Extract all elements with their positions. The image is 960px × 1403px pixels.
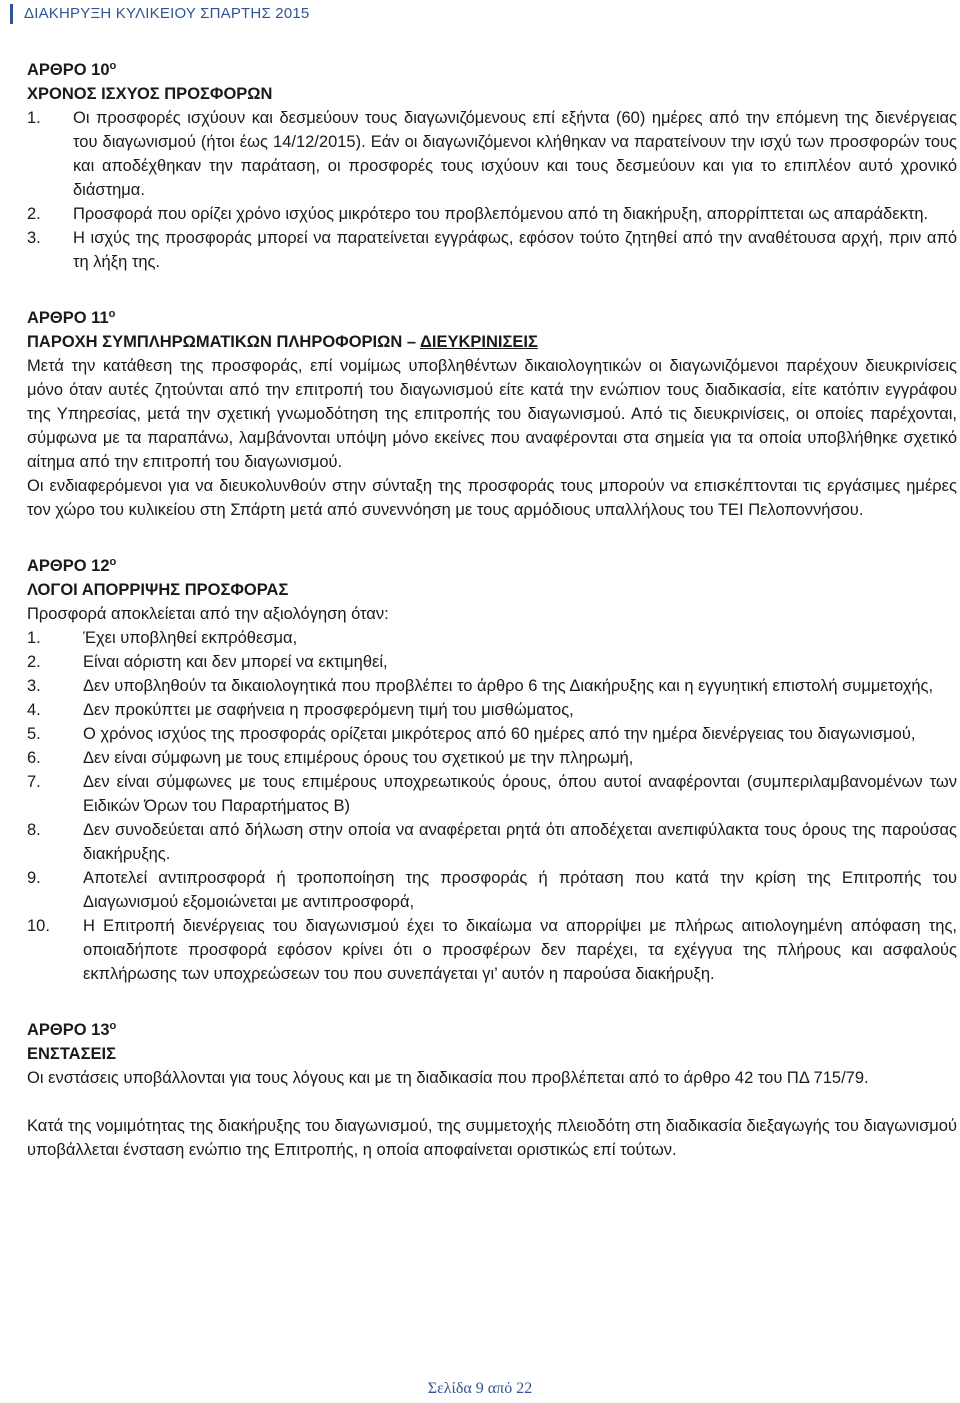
list-item: 4. Δεν προκύπτει με σαφήνεια η προσφερόμενη τιμή του μισθώματος, [27, 701, 574, 719]
list-item: 8. Δεν συνοδεύεται από δήλωση στην οποία να αναφέρεται ρητά ότι αποδέχεται ανεπιφύλακτα τους όρους της παρούσας διακήρυξης. [27, 821, 957, 863]
header-accent-bar [10, 4, 13, 24]
list-item: 9. Αποτελεί αντιπροσφορά ή τροποποίηση της προσφοράς ή πρόταση που κατά την κρίση της Επιτροπής του Διαγωνισμού εξομοιώνεται με αντιπροσφορά, [27, 869, 957, 911]
list-item: 7. Δεν είναι σύμφωνες με τους επιμέρους υποχρεωτικούς όρους, όπου αυτοί αναφέρονται (συμπεριλαμβανομένων των Ειδικών Όρων του Παραρτήματος Β) [27, 773, 957, 815]
page-header [0, 0, 960, 30]
page-number: Σελίδα 9 από 22 [427, 1380, 533, 1397]
list-item: 5. Ο χρόνος ισχύος της προσφοράς ορίζεται μικρότερος από 60 ημέρες από την ημέρα διενέργειας του διαγωνισμού, [27, 725, 916, 743]
article-subtitle: ΕΝΣΤΑΣΕΙΣ [27, 1045, 116, 1063]
header-title: ΔΙΑΚΗΡΥΞΗ ΚΥΛΙΚΕΙΟΥ ΣΠΑΡΤΗΣ 2015 [24, 5, 310, 22]
article-subtitle: ΧΡΟΝΟΣ ΙΣΧΥΟΣ ΠΡΟΣΦΟΡΩΝ [27, 85, 273, 103]
list-item: 3. Η ισχύς της προσφοράς μπορεί να παρατείνεται εγγράφως, εφόσον τούτο ζητηθεί από την αναθέτουσα αρχή, πριν από τη λήξη της. [27, 229, 957, 271]
paragraph: Οι ενδιαφερόμενοι για να διευκολυνθούν στην σύνταξη της προσφοράς τους μπορούν να επισκέπτονται τις εργάσιμες ημέρες τον χώρο του κυλικείου στη Σπάρτη μετά από συνεννόηση με τους αρμόδιους υπαλλήλους του ΤΕΙ Πελοποννήσου. [27, 477, 957, 519]
article-subtitle: ΠΑΡΟΧΗ ΣΥΜΠΛΗΡΩΜΑΤΙΚΩΝ ΠΛΗΡΟΦΟΡΙΩΝ – ΔΙΕΥΚΡΙΝΙΣΕΙΣ [27, 333, 538, 351]
list-intro: Προσφορά αποκλείεται από την αξιολόγηση όταν: [27, 605, 389, 623]
article-title: ΑΡΘΡΟ $12^o$ [27, 556, 117, 575]
article-title: ΑΡΘΡΟ $10^o$ [27, 60, 117, 79]
list-item: 6. Δεν είναι σύμφωνη με τους επιμέρους όρους του σχετικού με την πληρωμή, [27, 749, 634, 767]
paragraph: Οι ενστάσεις υποβάλλονται για τους λόγους και με τη διαδικασία που προβλέπεται από το άρθρο 42 του ΠΔ 715/79. [27, 1069, 869, 1087]
article-11 [27, 302, 957, 522]
article-subtitle: ΛΟΓΟΙ ΑΠΟΡΡΙΨΗΣ ΠΡΟΣΦΟΡΑΣ [27, 581, 289, 599]
article-12 [27, 550, 957, 986]
document-body [27, 54, 957, 1162]
list-item: 2. Προσφορά που ορίζει χρόνο ισχύος μικρότερο του προβλεπόμενου από τη διακήρυξη, απορρίπτεται ως απαράδεκτη. [27, 205, 929, 223]
list-item: 10. Η Επιτροπή διενέργειας του διαγωνισμού έχει το δικαίωμα να απορρίψει με πλήρως αιτιολογημένη απόφαση της, οποιαδήποτε προσφορά εφόσον κρίνει ότι ο προσφέρων δεν παρέχει, τα εχέγγυα της πλήρους και ασφαλούς εκπλήρωσης των υποχρεώσεων του που συνεπάγεται γι’ αυτόν η παρούσα διακήρυξη. [27, 917, 957, 983]
paragraph: Κατά της νομιμότητας της διακήρυξης του διαγωνισμού, της συμμετοχής πλειοδότη στη διαδικασία διεξαγωγής του διαγωνισμού υποβάλλεται ένσταση ενώπιο της Επιτροπής, η οποία αποφαίνεται οριστικώς επί τούτων. [27, 1117, 957, 1159]
article-title: ΑΡΘΡΟ $11^o$ [27, 308, 116, 327]
list-item: 3. Δεν υποβληθούν τα δικαιολογητικά που προβλέπει το άρθρο 6 της Διακήρυξης και η εγγυητική επιστολή συμμετοχής, [27, 677, 934, 695]
article-10-list [27, 106, 957, 274]
list-item: 2. Είναι αόριστη και δεν μπορεί να εκτιμηθεί, [27, 653, 388, 671]
paragraph-spacer [27, 1090, 957, 1114]
article-title: ΑΡΘΡΟ $13^o$ [27, 1020, 117, 1039]
article-12-list [27, 626, 957, 986]
article-10 [27, 54, 957, 274]
article-13 [27, 1014, 957, 1162]
list-item: 1. Οι προσφορές ισχύουν και δεσμεύουν τους διαγωνιζόμενους επί εξήντα (60) ημέρες από την επόμενη της διενέργειας του διαγωνισμού (ήτοι έως 14/12/2015). Εάν οι διαγωνιζόμενοι κλήθηκαν να παρατείνουν την ισχύ των προσφορών τους και αποδέχθηκαν την παράταση, οι προσφορές τους ισχύουν και τους δεσμεύουν και για το επιπλέον αυτό χρονικό διάστημα. [27, 109, 957, 199]
paragraph: Μετά την κατάθεση της προσφοράς, επί νομίμως υποβληθέντων δικαιολογητικών οι διαγωνιζόμενοι παρέχουν διευκρινίσεις μόνο όταν αυτές ζητούνται από την επιτροπή του διαγωνισμού είτε κατά την ενώπιον τους διαδικασία, είτε κατόπιν εγγράφου της Υπηρεσίας, μετά την σχετική γνωμοδότηση της επιτροπής του διαγωνισμού. Από τις διευκρινίσεις, οι οποίες παρέχονται, σύμφωνα με τα παραπάνω, λαμβάνονται υπόψη μόνο εκείνες που αναφέρονται στα σημεία για τα οποία υποβλήθηκε σχετικό αίτημα από την επιτροπή του διαγωνισμού. [27, 357, 957, 471]
list-item: 1. Έχει υποβληθεί εκπρόθεσμα, [27, 629, 298, 647]
